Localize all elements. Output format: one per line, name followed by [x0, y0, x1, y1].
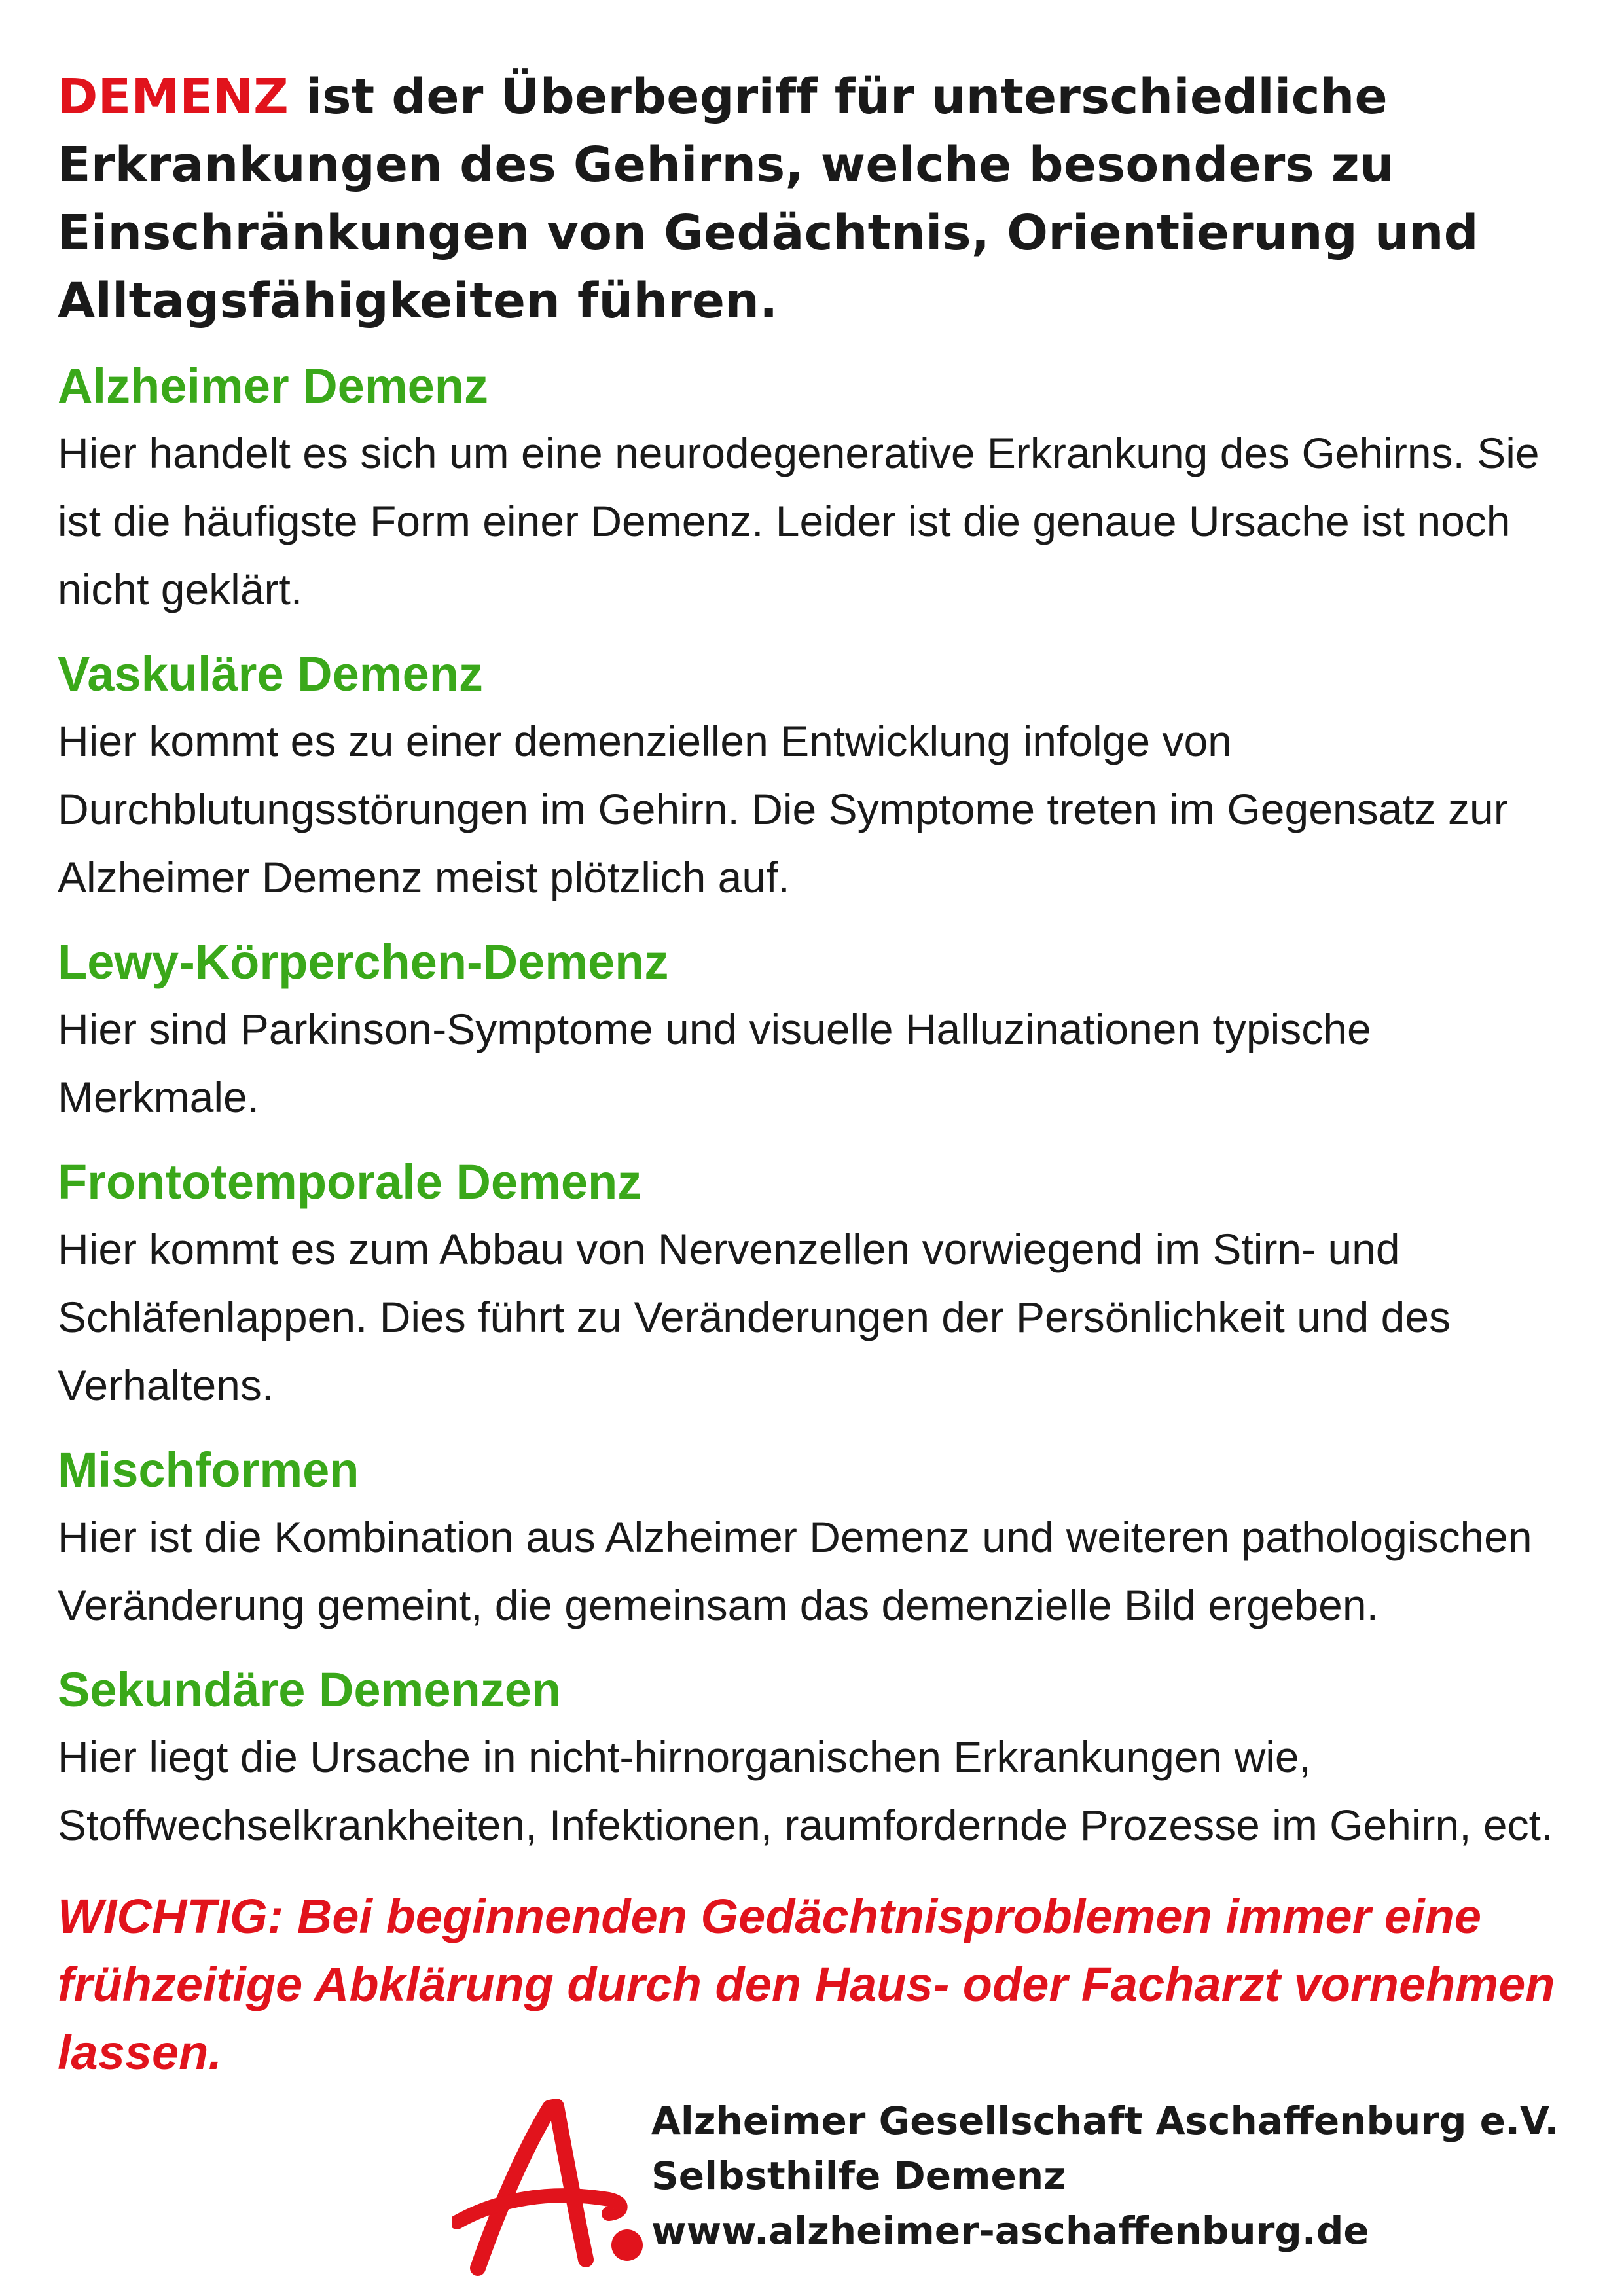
section-vaskulaer: [58, 641, 1576, 911]
flyer-content: [58, 63, 1576, 2087]
section-text: Hier kommt es zum Abbau von Nervenzellen vorwiegend im Stirn- und Schläfenlappen. Dies führt zu Veränderungen der Persönlichkeit und des Verhaltens.: [58, 1225, 1451, 1409]
section-alzheimer: [58, 353, 1576, 623]
section-text: Hier handelt es sich um eine neurodegenerative Erkrankung des Gehirns. Sie ist die häufigste Form einer Demenz. Leider ist die genaue Ursache ist noch nicht geklärt.: [58, 429, 1540, 613]
organization-subtitle: Selbsthilfe Demenz: [651, 2154, 1066, 2198]
section-lewy: [58, 929, 1576, 1131]
footer: [452, 2082, 1578, 2271]
section-frontotemporal: [58, 1149, 1576, 1419]
section-title: Lewy-Körperchen-Demenz: [58, 935, 669, 989]
organization-website[interactable]: www.alzheimer-aschaffenburg.de: [651, 2208, 1369, 2253]
intro-text: ist der Überbegriff für unterschiedliche Erkrankungen des Gehirns, welche besonders zu Einschränkungen von Gedächtnis, Orientierung und Alltagsfähigkeiten führen.: [58, 69, 1479, 329]
alzheimer-a-logo-icon: [452, 2088, 648, 2278]
section-text: Hier liegt die Ursache in nicht-hirnorganischen Erkrankungen wie, Stoffwechselkrankheiten, Infektionen, raumfordernde Prozesse im Gehirn, ect.: [58, 1733, 1553, 1849]
section-mischformen: [58, 1437, 1576, 1639]
section-text: Hier ist die Kombination aus Alzheimer Demenz und weiteren pathologischen Veränderung gemeint, die gemeinsam das demenzielle Bild ergeben.: [58, 1513, 1532, 1629]
section-title: Sekundäre Demenzen: [58, 1663, 562, 1717]
section-text: Hier sind Parkinson-Symptome und visuelle Halluzinationen typische Merkmale.: [58, 1005, 1371, 1121]
section-title: Vaskuläre Demenz: [58, 647, 483, 701]
important-notice: WICHTIG: Bei beginnenden Gedächtnisproblemen immer eine frühzeitige Abklärung durch den Haus- oder Facharzt vornehmen lassen.: [58, 1889, 1555, 2080]
organization-block: [651, 2093, 1559, 2258]
intro-paragraph: [58, 63, 1576, 335]
section-title: Mischformen: [58, 1443, 359, 1497]
section-title: Alzheimer Demenz: [58, 359, 488, 413]
intro-highlight: DEMENZ: [58, 69, 289, 125]
section-text: Hier kommt es zu einer demenziellen Entwicklung infolge von Durchblutungsstörungen im Gehirn. Die Symptome treten im Gegensatz zur Alzheimer Demenz meist plötzlich auf.: [58, 717, 1508, 901]
section-sekundaer: [58, 1657, 1576, 1859]
organization-name: Alzheimer Gesellschaft Aschaffenburg e.V.: [651, 2099, 1559, 2143]
section-title: Frontotemporale Demenz: [58, 1155, 642, 1209]
